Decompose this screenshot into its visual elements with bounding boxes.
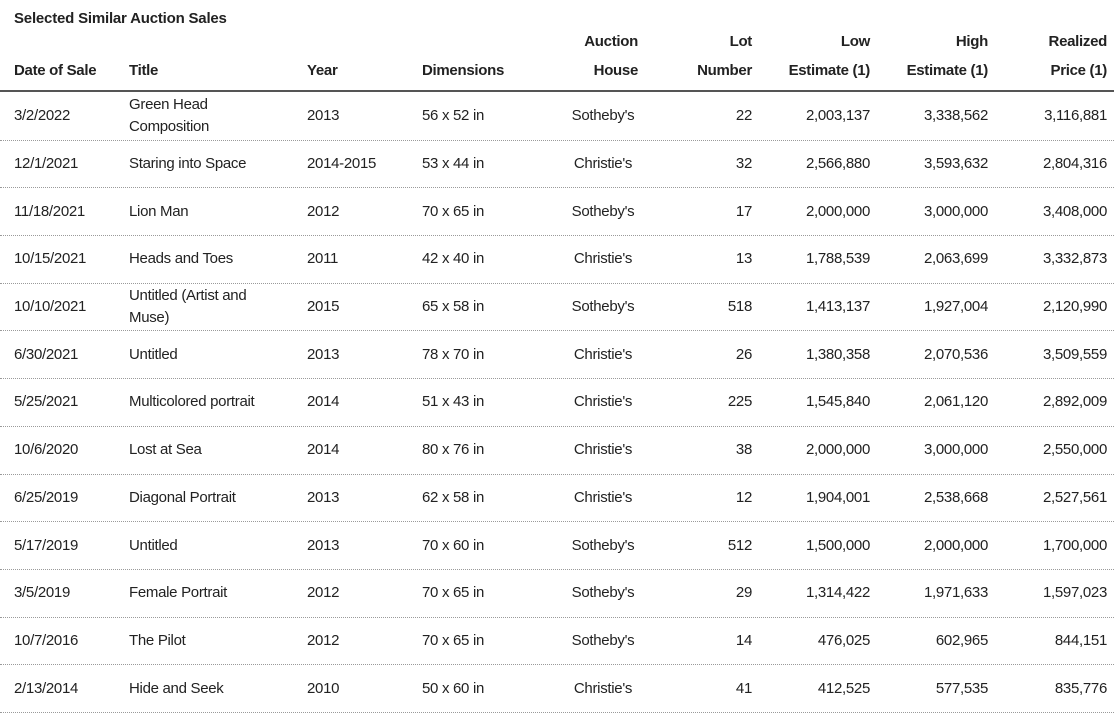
cell-low-estimate: 1,500,000 [805,536,870,554]
table-title: Selected Similar Auction Sales [14,10,227,27]
cell-title: Lion Man [129,202,189,220]
cell-realized-price: 3,509,559 [1042,345,1107,363]
table-row [0,427,1114,475]
cell-date: 5/17/2019 [14,536,79,554]
cell-dimensions: 56 x 52 in [422,107,485,125]
cell-title: Staring into Space [129,155,247,173]
cell-low-estimate: 2,003,137 [805,107,870,125]
cell-high-estimate: 2,063,699 [923,250,988,268]
cell-lot-number: 41 [735,679,752,697]
header-lot-number [670,27,752,85]
header-low-estimate-line1: Low [840,33,870,50]
cell-dimensions: 70 x 65 in [422,584,485,602]
cell-low-estimate: 2,000,000 [805,441,870,459]
cell-date: 3/2/2022 [14,107,70,125]
cell-high-estimate: 3,000,000 [923,202,988,220]
table-row [0,379,1114,427]
cell-auction-house: Sotheby's [571,298,635,316]
cell-lot-number: 32 [735,155,752,173]
cell-low-estimate: 1,314,422 [805,584,870,602]
cell-dimensions: 51 x 43 in [422,393,485,411]
cell-realized-price: 3,408,000 [1042,202,1107,220]
header-date: Date of Sale [14,62,97,79]
header-lot-number-line2: Number [697,62,752,79]
cell-high-estimate: 1,927,004 [923,298,988,316]
table-row [0,618,1114,666]
cell-realized-price: 2,892,009 [1042,393,1107,411]
header-high-estimate-line2: Estimate (1) [906,62,988,79]
cell-auction-house: Christie's [573,393,633,411]
cell-auction-house: Sotheby's [571,631,635,649]
header-lot-number-line1: Lot [729,33,752,50]
table-row [0,141,1114,189]
cell-lot-number: 38 [735,441,752,459]
cell-low-estimate: 1,904,001 [805,488,870,506]
cell-date: 11/18/2021 [14,202,85,220]
cell-high-estimate: 2,538,668 [923,488,988,506]
cell-high-estimate: 3,593,632 [923,155,988,173]
cell-high-estimate: 2,000,000 [923,536,988,554]
header-realized-price-line1: Realized [1048,33,1107,50]
header-realized-price [1000,27,1107,85]
cell-lot-number: 14 [735,631,752,649]
cell-year: 2012 [307,584,340,602]
cell-low-estimate: 1,413,137 [805,298,870,316]
cell-date: 6/30/2021 [14,345,79,363]
cell-auction-house: Christie's [573,679,633,697]
cell-date: 12/1/2021 [14,155,79,173]
table-row [0,188,1114,236]
cell-low-estimate: 1,788,539 [805,250,870,268]
cell-realized-price: 2,550,000 [1042,441,1107,459]
header-auction-house-line2: House [593,62,638,79]
cell-year: 2014-2015 [307,155,377,173]
cell-low-estimate: 412,525 [817,679,870,697]
table-row [0,236,1114,284]
table-body [0,93,1114,713]
table-row [0,665,1114,713]
cell-lot-number: 29 [735,584,752,602]
cell-date: 6/25/2019 [14,488,79,506]
cell-dimensions: 53 x 44 in [422,155,485,173]
cell-lot-number: 12 [735,488,752,506]
cell-high-estimate: 1,971,633 [923,584,988,602]
cell-title: Female Portrait [129,584,228,602]
cell-dimensions: 70 x 65 in [422,631,485,649]
cell-lot-number: 26 [735,345,752,363]
table-row [0,93,1114,141]
cell-realized-price: 1,597,023 [1042,584,1107,602]
header-year: Year [307,62,338,79]
cell-high-estimate: 2,070,536 [923,345,988,363]
cell-date: 10/7/2016 [14,631,79,649]
cell-date: 10/15/2021 [14,250,87,268]
table-row [0,475,1114,523]
cell-auction-house: Sotheby's [571,202,635,220]
cell-high-estimate: 3,338,562 [923,107,988,125]
cell-high-estimate: 3,000,000 [923,441,988,459]
cell-auction-house: Christie's [573,345,633,363]
cell-realized-price: 1,700,000 [1042,536,1107,554]
header-auction-house [548,27,638,85]
cell-auction-house: Christie's [573,155,633,173]
header-low-estimate [766,27,870,85]
cell-title: Green Head Composition [129,96,210,136]
cell-auction-house: Christie's [573,488,633,506]
cell-title: Diagonal Portrait [129,488,236,506]
cell-low-estimate: 2,000,000 [805,202,870,220]
header-high-estimate [884,27,988,85]
cell-title: Untitled [129,536,178,554]
cell-high-estimate: 577,535 [935,679,988,697]
cell-year: 2014 [307,441,340,459]
cell-title: Hide and Seek [129,679,224,697]
cell-title: Untitled (Artist and Muse) [129,287,247,327]
cell-title: Heads and Toes [129,250,233,268]
cell-date: 10/6/2020 [14,441,79,459]
cell-auction-house: Sotheby's [571,584,635,602]
cell-year: 2010 [307,679,340,697]
cell-year: 2013 [307,107,340,125]
cell-low-estimate: 2,566,880 [805,155,870,173]
cell-realized-price: 2,804,316 [1042,155,1107,173]
cell-lot-number: 225 [727,393,752,411]
cell-year: 2013 [307,488,340,506]
cell-realized-price: 844,151 [1054,631,1107,649]
cell-dimensions: 50 x 60 in [422,679,485,697]
cell-date: 5/25/2021 [14,393,79,411]
header-low-estimate-line2: Estimate (1) [788,62,870,79]
cell-date: 2/13/2014 [14,679,79,697]
cell-auction-house: Sotheby's [571,107,635,125]
cell-dimensions: 42 x 40 in [422,250,485,268]
cell-realized-price: 835,776 [1054,679,1107,697]
cell-year: 2014 [307,393,340,411]
header-auction-house-line1: Auction [584,33,638,50]
cell-date: 3/5/2019 [14,584,70,602]
cell-realized-price: 2,527,561 [1042,488,1107,506]
cell-year: 2012 [307,631,340,649]
cell-year: 2011 [307,250,339,268]
cell-realized-price: 3,116,881 [1044,107,1107,125]
cell-title: Lost at Sea [129,441,202,459]
table-row [0,331,1114,379]
table-header [0,33,1114,92]
header-high-estimate-line1: High [955,33,988,50]
cell-title: Untitled [129,345,178,363]
cell-year: 2012 [307,202,340,220]
cell-low-estimate: 1,380,358 [805,345,870,363]
cell-auction-house: Christie's [573,441,633,459]
cell-dimensions: 70 x 60 in [422,536,485,554]
cell-lot-number: 13 [735,250,752,268]
cell-title: The Pilot [129,631,186,649]
cell-year: 2013 [307,536,340,554]
cell-lot-number: 22 [735,107,752,125]
header-dimensions: Dimensions [422,62,505,79]
cell-lot-number: 17 [735,202,752,220]
cell-year: 2015 [307,298,340,316]
cell-date: 10/10/2021 [14,298,87,316]
cell-low-estimate: 476,025 [817,631,870,649]
table-row [0,522,1114,570]
cell-dimensions: 70 x 65 in [422,202,485,220]
cell-dimensions: 78 x 70 in [422,345,485,363]
cell-high-estimate: 602,965 [935,631,988,649]
table-row [0,284,1114,332]
cell-realized-price: 2,120,990 [1042,298,1107,316]
header-realized-price-line2: Price (1) [1050,62,1107,79]
cell-dimensions: 62 x 58 in [422,488,485,506]
cell-year: 2013 [307,345,340,363]
table-row [0,570,1114,618]
cell-auction-house: Sotheby's [571,536,635,554]
cell-lot-number: 512 [727,536,752,554]
cell-dimensions: 65 x 58 in [422,298,485,316]
cell-lot-number: 518 [727,298,752,316]
cell-dimensions: 80 x 76 in [422,441,485,459]
cell-title: Multicolored portrait [129,393,255,411]
cell-realized-price: 3,332,873 [1042,250,1107,268]
cell-auction-house: Christie's [573,250,633,268]
cell-high-estimate: 2,061,120 [923,393,988,411]
header-title: Title [129,62,159,79]
cell-low-estimate: 1,545,840 [805,393,870,411]
